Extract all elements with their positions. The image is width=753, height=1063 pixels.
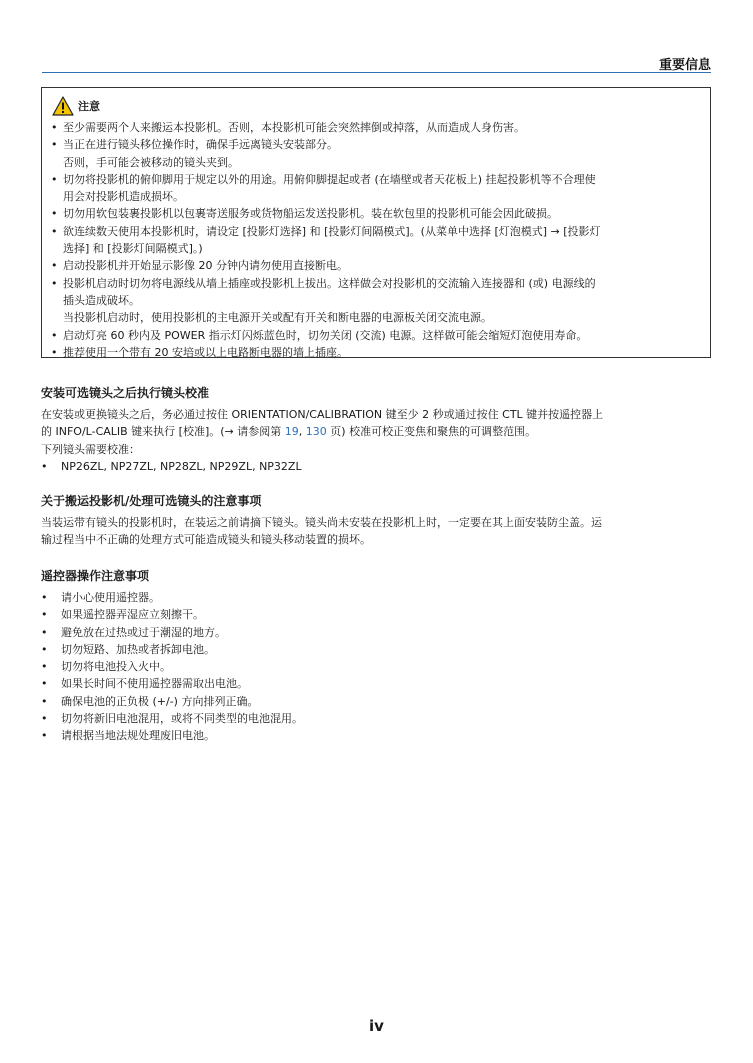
calibration-line-3: 下列镜头需要校准： bbox=[41, 442, 140, 456]
header-rule bbox=[42, 72, 711, 73]
caution-item-line: • 启动灯亮 60 秒内及 POWER 指示灯闪烁蓝色时，切勿关闭 (交流) 电源。这样做可能会缩短灯泡使用寿命。 bbox=[63, 328, 588, 342]
caution-item bbox=[51, 119, 701, 136]
caution-label: 注意 bbox=[78, 100, 100, 113]
caution-item bbox=[51, 136, 701, 171]
calibration-section bbox=[41, 384, 713, 475]
caution-item bbox=[51, 275, 701, 327]
caution-item-line: • 投影机启动时切勿将电源线从墙上插座或投影机上拔出。这样做会对投影机的交流输入连接器和 (或) 电源线的 bbox=[63, 276, 596, 290]
page-ref-link-130[interactable]: 130 bbox=[305, 425, 327, 439]
caution-item-line: • 启动投影机并开始显示影像 20 分钟内请勿使用直接断电。 bbox=[63, 259, 348, 273]
ref-separator: , bbox=[298, 425, 306, 439]
caution-item-line: 插头造成破坏。 bbox=[63, 293, 140, 307]
caution-item-line: • 至少需要两个人来搬运本投影机。否则，本投影机可能会突然摔倒或掉落，从而造成人身伤害。 bbox=[63, 121, 525, 134]
lens-model-item: • NP26ZL, NP27ZL, NP28ZL, NP29ZL, NP32ZL bbox=[41, 458, 713, 475]
remote-item: • 如果长时间不使用遥控器需取出电池。 bbox=[41, 675, 713, 692]
caution-item bbox=[51, 171, 701, 206]
page-header-title: 重要信息 bbox=[658, 58, 711, 73]
caution-item-line: 选择] 和 [投影灯间隔模式]。) bbox=[63, 242, 203, 256]
caution-item bbox=[51, 327, 701, 344]
caution-item-line: • 推荐使用一个带有 20 安培或以上电路断电器的墙上插座。 bbox=[63, 345, 348, 359]
caution-box bbox=[41, 87, 711, 358]
remote-item: • 切勿将新旧电池混用，或将不同类型的电池混用。 bbox=[41, 710, 713, 727]
lens-model-list bbox=[41, 458, 713, 475]
caution-item-line: • 切勿将投影机的俯仰脚用于规定以外的用途。用俯仰脚提起或者 (在墙壁或者天花板上) 挂起投影机等不合理使 bbox=[63, 172, 596, 186]
remote-item: • 如果遥控器弄湿应立刻擦干。 bbox=[41, 606, 713, 623]
transport-line-2: 输过程当中不正确的处理方式可能造成镜头和镜头移动装置的损坏。 bbox=[41, 533, 371, 547]
caution-item-line: 否则，手可能会被移动的镜头夹到。 bbox=[63, 155, 239, 169]
caution-header bbox=[51, 96, 701, 116]
calibration-heading: 安装可选镜头之后执行镜头校准 bbox=[41, 386, 210, 400]
caution-item bbox=[51, 223, 701, 258]
caution-item bbox=[51, 344, 701, 361]
caution-item-line: 用会对投影机造成损坏。 bbox=[63, 190, 184, 204]
calibration-line-2 bbox=[41, 423, 713, 440]
remote-item: • 避免放在过热或过于潮湿的地方。 bbox=[41, 624, 713, 641]
caution-item bbox=[51, 257, 701, 274]
page-ref-link-19[interactable]: 19 bbox=[284, 425, 299, 439]
remote-item: • 请小心使用遥控器。 bbox=[41, 589, 713, 606]
calibration-line-2-start: 的 INFO/L-CALIB 键来执行 [校准]。(→ 请参阅第 bbox=[41, 425, 285, 439]
page-number: iv bbox=[369, 1017, 384, 1035]
transport-line-1: 当装运带有镜头的投影机时，在装运之前请摘下镜头。镜头尚未安装在投影机上时，一定要在其上面安装防尘盖。运 bbox=[41, 516, 602, 529]
caution-item-line: • 当正在进行镜头移位操作时，确保手远离镜头安装部分。 bbox=[63, 138, 338, 152]
calibration-line-2-end: 页) 校准可校正变焦和聚焦的可调整范围。 bbox=[326, 425, 537, 439]
remote-section bbox=[41, 567, 713, 745]
remote-item: • 请根据当地法规处理废旧电池。 bbox=[41, 727, 713, 744]
transport-section bbox=[41, 492, 713, 549]
calibration-line-1: 在安装或更换镜头之后，务必通过按住 ORIENTATION/CALIBRATION 键至少 2 秒或通过按住 CTL 键并按遥控器上 bbox=[41, 408, 604, 421]
caution-item-line: • 切勿用软包装裹投影机以包裹寄送服务或货物船运发送投影机。装在软包里的投影机可能会因此破损。 bbox=[63, 207, 558, 221]
remote-list bbox=[41, 589, 713, 745]
remote-item: • 切勿短路、加热或者拆卸电池。 bbox=[41, 641, 713, 658]
remote-item: • 切勿将电池投入火中。 bbox=[41, 658, 713, 675]
transport-heading: 关于搬运投影机/处理可选镜头的注意事项 bbox=[41, 494, 262, 508]
caution-item bbox=[51, 205, 701, 222]
caution-list bbox=[51, 119, 701, 361]
remote-item: • 确保电池的正负极 (+/-) 方向排列正确。 bbox=[41, 693, 713, 710]
caution-item-line: • 欲连续数天使用本投影机时，请设定 [投影灯选择] 和 [投影灯间隔模式]。(从菜单中选择 [灯泡模式] → [投影灯 bbox=[63, 224, 601, 238]
warning-icon bbox=[52, 96, 74, 116]
caution-item-line: 当投影机启动时，使用投影机的主电源开关或配有开关和断电器的电源板关闭交流电源。 bbox=[63, 311, 492, 325]
remote-heading: 遥控器操作注意事项 bbox=[41, 569, 150, 583]
